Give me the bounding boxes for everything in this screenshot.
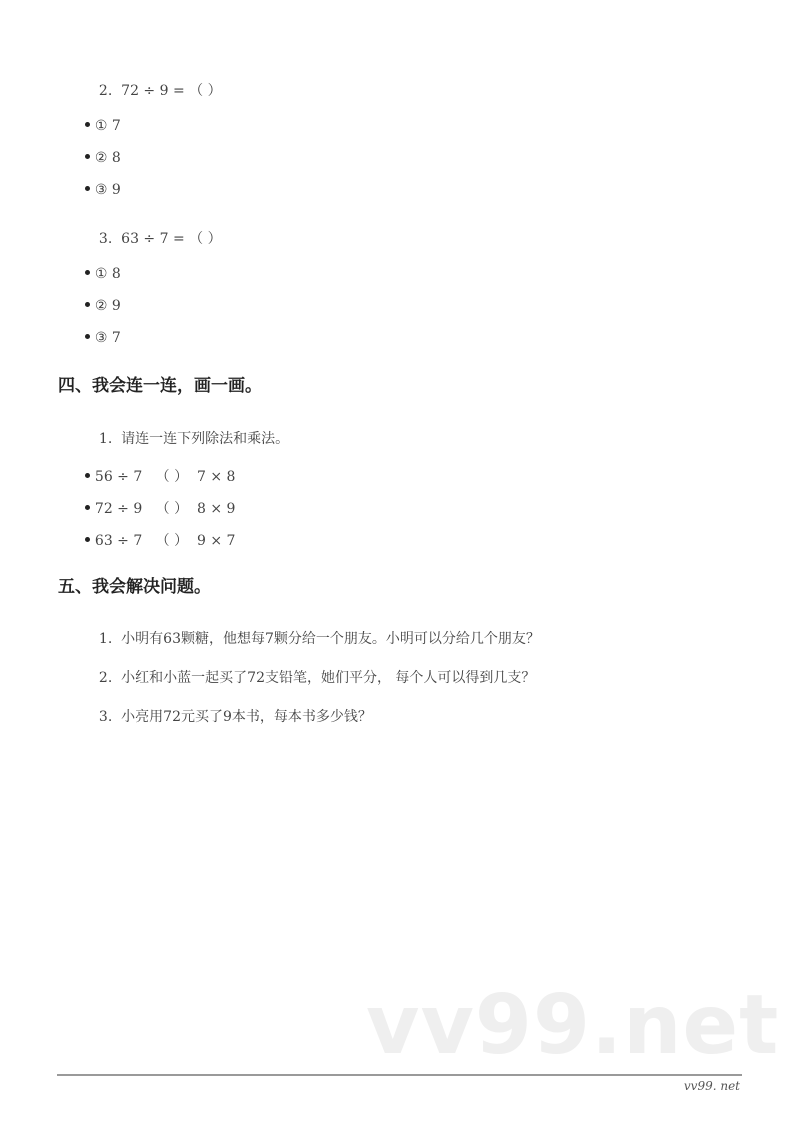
matching-pair (76, 482, 235, 518)
division-expression: 56 ÷ 7 (94, 469, 143, 485)
option-marker: ③ (94, 182, 108, 198)
option-marker: ② (94, 298, 108, 314)
word-problem (90, 690, 372, 726)
option-value: 7 (111, 330, 121, 346)
question-2-line (90, 64, 222, 100)
section-4-title: 四、我会连一连，画一画。 (58, 376, 262, 396)
division-expression: 63 ÷ 7 (94, 533, 143, 549)
word-problem (90, 612, 540, 648)
option-item (76, 250, 121, 282)
option-item (76, 102, 121, 134)
question-expression: 72 ÷ 9 = （ ） (121, 83, 222, 99)
question-number: 2. (98, 670, 113, 686)
option-value: 9 (111, 182, 121, 198)
answer-blank: （ ） (155, 533, 189, 549)
footer-divider (57, 1074, 742, 1076)
question-text: 小红和小蓝一起买了72支铅笔，她们平分， 每个人可以得到几支？ (121, 670, 536, 686)
option-item (76, 166, 121, 198)
option-value: 7 (111, 118, 121, 134)
matching-pair (76, 450, 235, 486)
question-number: 1. (98, 631, 113, 647)
option-value: 8 (111, 266, 121, 282)
bullet-icon (85, 270, 90, 275)
option-value: 9 (111, 298, 121, 314)
question-number: 2. (98, 83, 113, 99)
question-3-line (90, 212, 222, 248)
option-item (76, 282, 121, 314)
option-item (76, 134, 121, 166)
question-expression: 63 ÷ 7 = （ ） (121, 231, 222, 247)
multiplication-expression: 8 × 9 (196, 501, 236, 517)
bullet-icon (85, 537, 90, 542)
bullet-icon (85, 473, 90, 478)
option-marker: ① (94, 266, 108, 282)
option-value: 8 (111, 150, 121, 166)
division-expression: 72 ÷ 9 (94, 501, 143, 517)
answer-blank: （ ） (155, 501, 189, 517)
bullet-icon (85, 334, 90, 339)
bullet-icon (85, 505, 90, 510)
option-marker: ① (94, 118, 108, 134)
bullet-icon (85, 122, 90, 127)
bullet-icon (85, 154, 90, 159)
question-number: 1. (98, 431, 113, 447)
word-problem (90, 651, 535, 687)
question-text: 小亮用72元买了9本书，每本书多少钱？ (121, 709, 372, 725)
bullet-icon (85, 186, 90, 191)
option-marker: ③ (94, 330, 108, 346)
section-4-question (90, 412, 289, 448)
option-marker: ② (94, 150, 108, 166)
bullet-icon (85, 302, 90, 307)
multiplication-expression: 9 × 7 (196, 533, 236, 549)
question-text: 请连一连下列除法和乘法。 (121, 431, 290, 447)
section-5-title: 五、我会解决问题。 (58, 577, 211, 597)
multiplication-expression: 7 × 8 (196, 469, 236, 485)
footer-site-label: vv99. net (683, 1079, 740, 1093)
question-number: 3. (98, 709, 113, 725)
question-number: 3. (98, 231, 113, 247)
watermark: vv99.net (366, 978, 780, 1073)
matching-pair (76, 514, 235, 550)
option-item (76, 314, 121, 346)
question-text: 小明有63颗糖，他想每7颗分给一个朋友。小明可以分给几个朋友？ (121, 631, 540, 647)
answer-blank: （ ） (155, 469, 189, 485)
